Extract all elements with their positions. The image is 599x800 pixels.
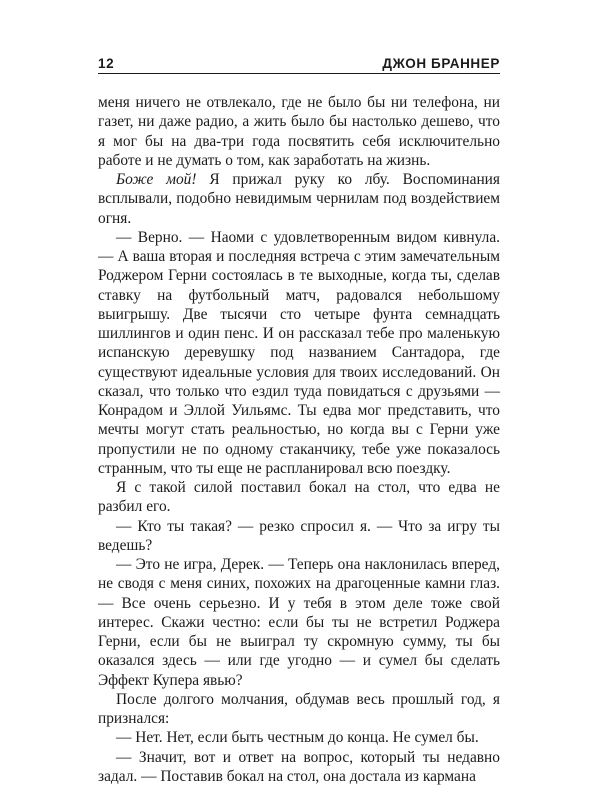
paragraph bbox=[98, 228, 500, 478]
header-rule bbox=[98, 73, 500, 74]
paragraph bbox=[98, 690, 500, 729]
paragraph-text: Я с такой силой поставил бокал на стол, что едва не разбил его. bbox=[98, 479, 500, 516]
page-number: 12 bbox=[98, 56, 115, 71]
paragraph bbox=[98, 728, 500, 747]
paragraph bbox=[98, 748, 500, 787]
paragraph-text: — Это не игра, Дерек. — Теперь она наклонилась вперед, не сводя с меня синих, похожих на драгоценные камни глаз. — Все очень серьезно. И у тебя в этом деле тоже свой интерес. Скажи честно: если бы ты не встретил Роджера Герни, если бы не выиграл ту скромную сумму, ты бы оказался здесь — или где угодно — и сумел бы сделать Эффект Купера явью? bbox=[98, 556, 500, 689]
paragraph-text: — Нет. Нет, если быть честным до конца. Не сумел бы. bbox=[116, 729, 479, 747]
paragraph-text: — Значит, вот и ответ на вопрос, который ты недавно задал. — Поставив бокал на стол, она достала из кармана bbox=[98, 748, 500, 785]
running-header bbox=[98, 49, 500, 71]
paragraph bbox=[98, 517, 500, 556]
body-text bbox=[98, 93, 500, 786]
paragraph-italic-lead: Боже мой! bbox=[116, 171, 197, 188]
paragraph bbox=[98, 170, 500, 228]
author-name: ДЖОН БРАННЕР bbox=[382, 56, 500, 71]
paragraph-text: Я прижал руку ко лбу. Воспоминания всплывали, подобно невидимым чернилам под воздействием огня. bbox=[98, 171, 500, 227]
paragraph-text: — Верно. — Наоми с удовлетворенным видом кивнула. — А ваша вторая и последняя встреча с этим замечательным Роджером Герни состоялась в те выходные, когда ты, сделав ставку на футбольный матч, радовался небольшому выигрышу. Две тысячи сто четыре фунта семнадцать шиллингов и один пенс. И он рассказал тебе про маленькую испанскую деревушку под названием Сантадора, где существуют идеальные условия для твоих исследований. Он сказал, что только что ездил туда повидаться с друзьями — Конрадом и Эллой Уильямс. Ты едва мог представить, что мечты могут стать реальностью, но когда вы с Герни уже пропустили не по одному стаканчику, тебе уже показалось странным, что ты еще не распланировал всю поездку. bbox=[98, 228, 500, 477]
paragraph-text: — Кто ты такая? — резко спросил я. — Что за игру ты ведешь? bbox=[98, 517, 500, 554]
paragraph bbox=[98, 93, 500, 170]
paragraph bbox=[98, 478, 500, 517]
paragraph-text: меня ничего не отвлекало, где не было бы ни телефона, ни газет, ни даже радио, а жить было бы настолько дешево, что я мог бы на два-три года посвятить себя исключительно работе и не думать о том, как заработать на жизнь. bbox=[98, 94, 500, 169]
paragraph bbox=[98, 555, 500, 690]
paragraph-text: После долгого молчания, обдумав весь прошлый год, я признался: bbox=[98, 690, 500, 727]
